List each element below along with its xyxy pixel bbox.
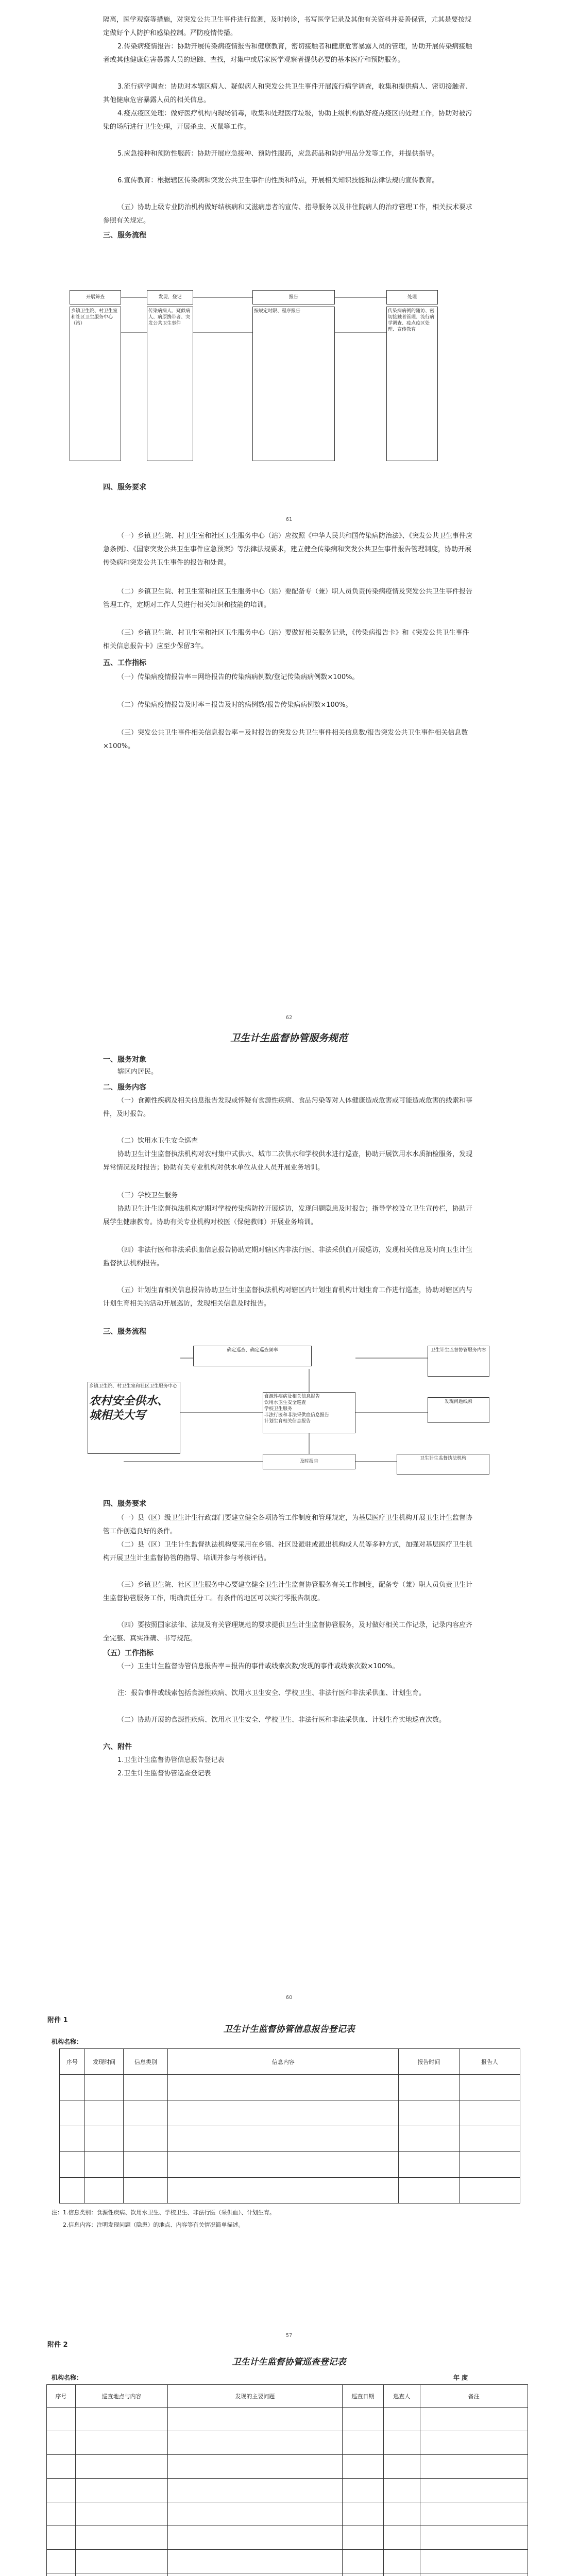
section-heading: 一、服务对象: [103, 1056, 146, 1064]
flow2-left-label: 乡镇卫生院、村卫生室和社区卫生服务中心: [89, 1384, 178, 1389]
paragraph: （二）饮用水卫生安全巡查: [117, 1137, 198, 1145]
flow-head-screening: 开展筛查: [70, 290, 121, 304]
col-header: 发现的主要问题: [168, 2385, 342, 2408]
page-1: [0, 0, 578, 582]
col-header: 信息类别: [124, 2049, 168, 2075]
table-row[interactable]: [60, 2152, 520, 2178]
paragraph: 4.疫点疫区处理：做好医疗机构内现场消毒，收集和处理医疗垃圾，协助上级机构做好疫点疫区的处理工作，协助对被污染的场所进行卫生处理，开展杀虫、灭鼠等工作。: [103, 110, 472, 131]
section-heading: 四、服务要求: [103, 1500, 146, 1508]
flow-head-report: 报告: [252, 290, 335, 304]
paragraph: （三）学校卫生服务: [117, 1192, 178, 1199]
page-number: 60: [285, 1995, 293, 2001]
col-header: 信息内容: [168, 2049, 399, 2075]
paragraph: 6.宣传教育：根据辖区传染病和突发公共卫生事件的性质和特点，开展相关知识技能和法律法规的宣传教育。: [117, 177, 439, 184]
paragraph: 辖区内居民。: [117, 1068, 158, 1076]
paragraph: （五）计划生育相关信息报告协助卫生计生监督执法机构对辖区内计划生育机构计划生育工作进行巡查，协助对辖区内与计划生育相关的活动开展巡访，发现相关信息及时报告。: [103, 1286, 473, 1308]
flow2-top-box: 确定巡查、确定巡查频率: [193, 1346, 312, 1366]
paragraph: 协助卫生计生监督执法机构定期对学校传染病防控开展巡访，发现问题隐患及时报告；指导学校设立卫生宣传栏，协助开展学生健康教育。协助有关专业机构对校医（保健教师）开展业务培训。: [103, 1205, 473, 1226]
col-header: 报告人: [459, 2049, 520, 2075]
page-number: 57: [285, 2333, 293, 2338]
section-heading: 三、服务流程: [103, 1328, 146, 1336]
page-4: [0, 2014, 578, 2338]
col-header: 发现时间: [84, 2049, 123, 2075]
paragraph: （二）县（区）卫生计生监督执法机构要采用在乡镇、社区设派驻或派出机构或人员等多种方式，加强对基层医疗卫生机构开展卫生计生监督协管的指导、培训并参与考核评估。: [103, 1541, 473, 1562]
flow2-list-box: [263, 1392, 355, 1433]
page-3: [0, 1025, 578, 2004]
inspection-register-table: [46, 2384, 528, 2576]
col-header: 序号: [60, 2049, 85, 2075]
paragraph: （二）协助开展的食源性疾病、饮用水卫生安全、学校卫生、非法行医和非法采供血、计划生育实地巡查次数。: [117, 1716, 446, 1724]
page-2: [0, 526, 578, 1021]
paragraph: 5.应急接种和预防性服药：协助开展应急接种、预防性服药，应急药品和防护用品分发等工作，并提供指导。: [117, 150, 439, 158]
year-label: 年 度: [453, 2374, 468, 2381]
section-heading: 三、服务流程: [103, 231, 146, 240]
report-register-table: [59, 2048, 520, 2204]
paragraph: （三）乡镇卫生院、社区卫生服务中心要建立健全卫生计生监督协管服务有关工作制度，配备专（兼）职人员负责卫生计生监督协管服务工作，明确责任分工。有条件的地区可以实行零报告制度。: [103, 1581, 473, 1602]
section-heading: 二、服务内容: [103, 1083, 146, 1092]
table-row[interactable]: [47, 2408, 528, 2431]
paragraph: （五）协助上级专业防治机构做好结核病和艾滋病患者的宣传、指导服务以及非住院病人的治疗管理工作，相关技术要求参照有关规定。: [103, 204, 473, 225]
org-name-label: 机构名称：: [52, 2374, 83, 2381]
col-header: 巡查日期: [342, 2385, 383, 2408]
table-row[interactable]: [60, 2075, 520, 2100]
attachment-label: 附件 2: [47, 2341, 68, 2349]
page-number: 62: [285, 1015, 293, 1021]
page-5: [0, 2339, 578, 2576]
paragraph: （三）乡镇卫生院、村卫生室和社区卫生服务中心（站）要做好相关服务记录，《传染病报告卡》和《突发公共卫生事件相关信息报告卡》应至少保留3年。: [103, 629, 469, 650]
paragraph: （四）非法行医和非法采供血信息报告协助定期对辖区内非法行医、非法采供血开展巡访，发现相关信息及时向卫生计生监督执法机构报告。: [103, 1246, 473, 1267]
attachment-item: 1.卫生计生监督协管信息报告登记表: [117, 1756, 225, 1764]
paragraph: （三）突发公共卫生事件相关信息报告率＝及时报告的突发公共卫生事件相关信息数/报告突发公共卫生事件相关信息数×100%。: [103, 729, 468, 750]
list-item: 饮用水卫生安全巡查: [264, 1400, 307, 1405]
paragraph: （四）要按照国家法律、法规及有关管理规范的要求提供卫生计生监督协管服务，及时做好相关工作记录，记录内容应齐全完整、真实准确、书写规范。: [103, 1621, 473, 1642]
table-row[interactable]: [47, 2455, 528, 2479]
table-row[interactable]: [47, 2431, 528, 2455]
table-note: 注：1.信息类别：食源性疾病、饮用水卫生、学校卫生、非法行医（采供血）、计划生育。: [52, 2209, 275, 2216]
table-row[interactable]: [60, 2100, 520, 2126]
list-item: 计划生育相关信息报告: [264, 1419, 311, 1424]
col-header: 序号: [47, 2385, 76, 2408]
page-title: 卫生计生监督协管服务规范: [230, 1032, 348, 1044]
flow-chart-1: [67, 286, 515, 466]
section-heading: （五）工作指标: [103, 1649, 154, 1657]
paragraph: （二）传染病疫情报告及时率＝报告及时的病例数/报告传染病病例数×100%。: [117, 701, 352, 709]
attachment-item: 2.卫生计生监督协管巡查登记表: [117, 1770, 211, 1777]
flow2-left-box: [88, 1382, 180, 1454]
list-item: 学校卫生服务: [264, 1406, 293, 1412]
section-heading: 六、附件: [103, 1743, 132, 1751]
flow2-report-box: 及时报告: [263, 1454, 355, 1469]
flow-head-handle: 处理: [386, 290, 438, 304]
flow2-mid-box: 发现问题线索: [428, 1397, 489, 1423]
paragraph: （一）食源性疾病及相关信息报告发现或怀疑有食源性疾病、食品污染等对人体健康造成危害或可能造成危害的线索和事件，及时报告。: [103, 1097, 473, 1118]
flow2-handle-box: 卫生计生监督执法机构: [397, 1454, 489, 1475]
list-item: 食源性疾病及相关信息报告: [264, 1394, 320, 1399]
col-header: 巡查人: [384, 2385, 420, 2408]
paragraph: 协助卫生计生监督执法机构对农村集中式供水、城市二次供水和学校供水进行巡查，协助开展饮用水水质抽检服务，发现异常情况及时报告；协助有关专业机构对供水单位从业人员开展业务培训。: [103, 1150, 473, 1172]
flow-box-report: 按规定时限、程序报告: [252, 307, 335, 461]
section-heading: 五、工作指标: [103, 659, 146, 667]
table-row[interactable]: [47, 2479, 528, 2502]
paragraph: 注：报告事件或线索包括食源性疾病、饮用水卫生安全、学校卫生、非法行医和非法采供血、计划生育。: [117, 1689, 426, 1697]
flow2-watermark: 农村安全供水、城相关大写: [89, 1394, 169, 1422]
paragraph: （一）卫生计生监督协管信息报告率＝报告的事件或线索次数/发现的事件或线索次数×100%。: [117, 1663, 399, 1670]
table-note: 2.信息内容：注明发现问题（隐患）的地点、内容等有关情况简单描述。: [63, 2222, 244, 2228]
paragraph: （一）传染病疫情报告率＝网络报告的传染病病例数/登记传染病病例数×100%。: [117, 673, 359, 681]
table-row[interactable]: [60, 2178, 520, 2204]
col-header: 备注: [420, 2385, 528, 2408]
paragraph: 3.流行病学调查：协助对本辖区病人、疑似病人和突发公共卫生事件开展流行病学调查，收集和提供病人、密切接触者、其他健康危害暴露人员的相关信息。: [103, 83, 472, 104]
table-row[interactable]: [47, 2502, 528, 2526]
flow-box-cases: 传染病病人、疑似病人、病原携带者、突发公共卫生事件: [147, 307, 193, 461]
paragraph: 2.传染病疫情报告：协助开展传染病疫情报告和健康教育，密切接触者和健康危害暴露人员的管理，协助开展传染病接触者或其他健康危害暴露人员的追踪、查找，对集中或居家医学观察者提供必要的基本医疗和预防服务。: [103, 43, 472, 64]
paragraph: （二）乡镇卫生院、村卫生室和社区卫生服务中心（站）要配备专（兼）职人员负责传染病疫情及突发公共卫生事件报告管理工作，定期对工作人员进行相关知识和技能的培训。: [103, 588, 473, 609]
flow-box-handle: 传染病病例的随访、密切接触者管理、流行病学调查、疫点疫区处理、宣传教育: [386, 307, 438, 461]
org-name-label: 机构名称：: [52, 2038, 83, 2045]
paragraph: （一）乡镇卫生院、村卫生室和社区卫生服务中心（站）应按照《中华人民共和国传染病防治法》、《突发公共卫生事件应急条例》、《国家突发公共卫生事件应急预案》等法律法规要求，建立健全传染病和突发公共卫生事件报告管理制度，协助开展传染病和突发公共卫生事件的报告和处置。: [103, 532, 473, 567]
page-number: 61: [285, 517, 293, 522]
table-row[interactable]: [60, 2126, 520, 2152]
table-title: 卫生计生监督协管信息报告登记表: [223, 2024, 355, 2035]
table-title: 卫生计生监督协管巡查登记表: [232, 2357, 346, 2367]
list-item: 非法行医和非法采供血信息报告: [264, 1413, 330, 1418]
paragraph: 隔离，医学观察等措施，对突发公共卫生事件进行监测，及时转诊，书写医学记录及其他有关资料并妥善保管，尤其是要按规定做好个人防护和感染控制。严防疫情传播。: [103, 16, 472, 37]
flow-box-institutions: 乡镇卫生院、村卫生室和社区卫生服务中心（站）: [70, 307, 121, 461]
col-header: 报告时间: [398, 2049, 459, 2075]
paragraph: （一）县（区）级卫生计生行政部门要建立健全各项协管工作制度和管理规定，为基层医疗卫生机构开展卫生计生监督协管工作创造良好的条件。: [103, 1514, 473, 1535]
table-row[interactable]: [47, 2526, 528, 2550]
attachment-label: 附件 1: [47, 2016, 68, 2024]
table-row[interactable]: [47, 2550, 528, 2573]
flow2-right-box: 卫生计生监督协管服务内容: [428, 1346, 489, 1377]
flow-head-discover: 发现、登记: [147, 290, 193, 304]
flow-chart-2: [67, 1341, 515, 1485]
section-heading: 四、服务要求: [103, 483, 146, 492]
col-header: 巡查地点与内容: [75, 2385, 168, 2408]
table-row[interactable]: [47, 2573, 528, 2576]
